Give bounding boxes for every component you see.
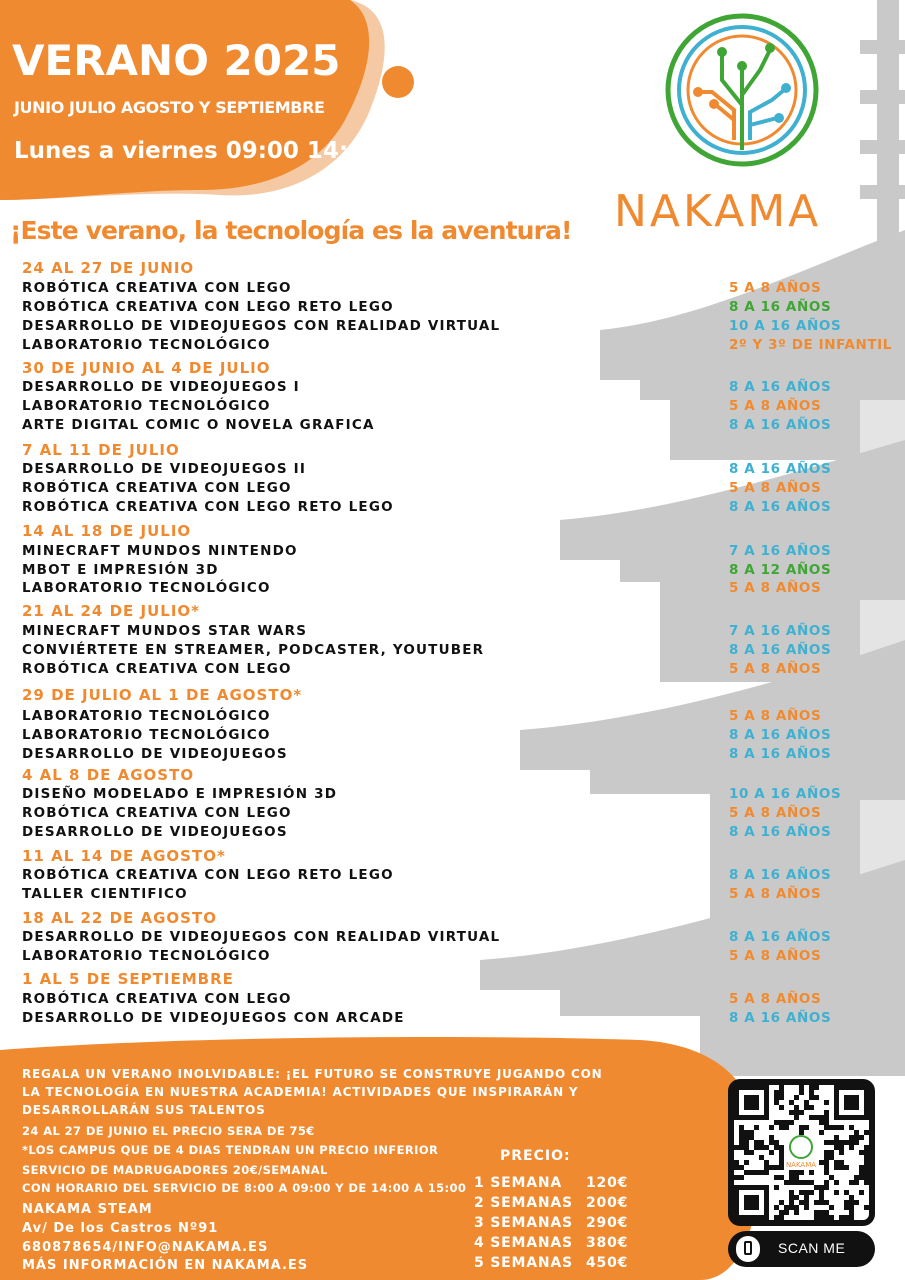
week-heading: 18 AL 22 DE AGOSTO [22, 909, 217, 927]
phone-icon [736, 1236, 760, 1262]
promo-line: REGALA UN VERANO INOLVIDABLE: ¡EL FUTURO SE CONSTRUYE JUGANDO CON [22, 1067, 603, 1081]
hours-subtitle: Lunes a viernes 09:00 14:00 [14, 138, 381, 164]
age-range: 8 A 16 AÑOS [729, 867, 832, 883]
course-name: DESARROLLO DE VIDEOJUEGOS I [22, 379, 300, 395]
page-title: VERANO 2025 [12, 36, 341, 85]
price-note: *LOS CAMPUS QUE DE 4 DIAS TENDRAN UN PRECIO INFERIOR [22, 1143, 439, 1157]
course-name: LABORATORIO TECNOLÓGICO [22, 580, 271, 596]
early-service-note: SERVICIO DE MADRUGADORES 20€/SEMANAL [22, 1163, 328, 1177]
course-name: DESARROLLO DE VIDEOJUEGOS CON ARCADE [22, 1010, 405, 1026]
age-range: 7 A 16 AÑOS [729, 623, 832, 639]
scan-me-button[interactable] [728, 1231, 875, 1267]
age-range: 5 A 8 AÑOS [729, 948, 822, 964]
months-subtitle: JUNIO JULIO AGOSTO Y SEPTIEMBRE [14, 98, 325, 117]
week-heading: 7 AL 11 DE JULIO [22, 441, 180, 459]
course-name: MINECRAFT MUNDOS NINTENDO [22, 543, 298, 559]
qr-pattern [734, 1085, 869, 1220]
price-row [474, 1255, 628, 1271]
course-name: ROBÓTICA CREATIVA CON LEGO [22, 280, 292, 296]
age-range: 10 A 16 AÑOS [729, 786, 842, 802]
price-weeks: 2 SEMANAS [474, 1195, 573, 1211]
contact-name: NAKAMA STEAM [22, 1202, 153, 1217]
contact-address: Av/ De los Castros Nº91 [22, 1221, 219, 1236]
nakama-logo-icon [652, 10, 832, 170]
scan-me-label: SCAN ME [778, 1240, 846, 1256]
qr-brand-label: NAKAMA [785, 1161, 817, 1169]
age-range: 8 A 16 AÑOS [729, 824, 832, 840]
age-range: 5 A 8 AÑOS [729, 886, 822, 902]
course-name: LABORATORIO TECNOLÓGICO [22, 337, 271, 353]
contact-phone-email: 680878654/INFO@NAKAMA.ES [22, 1240, 269, 1255]
age-range: 8 A 12 AÑOS [729, 562, 832, 578]
week-heading: 29 DE JULIO AL 1 DE AGOSTO* [22, 686, 303, 704]
course-name: LABORATORIO TECNOLÓGICO [22, 398, 271, 414]
course-name: ROBÓTICA CREATIVA CON LEGO [22, 805, 292, 821]
week-heading: 4 AL 8 DE AGOSTO [22, 766, 195, 784]
course-name: DESARROLLO DE VIDEOJUEGOS CON REALIDAD VIRTUAL [22, 929, 501, 945]
age-range: 5 A 8 AÑOS [729, 580, 822, 596]
course-name: DESARROLLO DE VIDEOJUEGOS CON REALIDAD VIRTUAL [22, 318, 501, 334]
price-weeks: 1 SEMANA [474, 1175, 562, 1191]
age-range: 5 A 8 AÑOS [729, 708, 822, 724]
age-range: 5 A 8 AÑOS [729, 661, 822, 677]
week-heading: 24 AL 27 DE JUNIO [22, 259, 195, 277]
age-range: 5 A 8 AÑOS [729, 398, 822, 414]
tagline: ¡Este verano, la tecnología es la aventura! [10, 216, 572, 245]
course-name: ROBÓTICA CREATIVA CON LEGO RETO LEGO [22, 299, 394, 315]
age-range: 7 A 16 AÑOS [729, 543, 832, 559]
price-weeks: 5 SEMANAS [474, 1255, 573, 1271]
week-heading: 1 AL 5 DE SEPTIEMBRE [22, 970, 234, 988]
course-name: ROBÓTICA CREATIVA CON LEGO RETO LEGO [22, 499, 394, 515]
course-name: CONVIÉRTETE EN STREAMER, PODCASTER, YOUTUBER [22, 642, 485, 658]
price-weeks: 4 SEMANAS [474, 1235, 573, 1251]
course-name: TALLER CIENTIFICO [22, 886, 188, 902]
price-row [474, 1175, 628, 1191]
course-name: LABORATORIO TECNOLÓGICO [22, 948, 271, 964]
age-range: 5 A 8 AÑOS [729, 480, 822, 496]
age-range: 8 A 16 AÑOS [729, 299, 832, 315]
price-note: 24 AL 27 DE JUNIO EL PRECIO SERA DE 75€ [22, 1124, 315, 1138]
price-value: 290€ [586, 1215, 629, 1231]
early-service-hours: CON HORARIO DEL SERVICIO DE 8:00 A 09:00 Y DE 14:00 A 15:00 [22, 1181, 467, 1195]
price-value: 120€ [586, 1175, 629, 1191]
age-range: 8 A 16 AÑOS [729, 379, 832, 395]
age-range: 2º Y 3º DE INFANTIL [729, 337, 892, 353]
price-row [474, 1195, 628, 1211]
week-heading: 11 AL 14 DE AGOSTO* [22, 847, 226, 865]
week-heading: 21 AL 24 DE JULIO* [22, 602, 200, 620]
course-name: ROBÓTICA CREATIVA CON LEGO RETO LEGO [22, 867, 394, 883]
price-label: PRECIO: [500, 1148, 571, 1164]
course-name: DESARROLLO DE VIDEOJUEGOS II [22, 461, 307, 477]
course-name: MBOT E IMPRESIÓN 3D [22, 562, 219, 578]
brand-name: NAKAMA [614, 186, 822, 237]
age-range: 8 A 16 AÑOS [729, 499, 832, 515]
course-name: DESARROLLO DE VIDEOJUEGOS [22, 746, 288, 762]
course-name: ROBÓTICA CREATIVA CON LEGO [22, 661, 292, 677]
course-name: ARTE DIGITAL COMIC O NOVELA GRAFICA [22, 417, 375, 433]
promo-line: DESARROLLARÁN SUS TALENTOS [22, 1103, 266, 1117]
course-name: DISEÑO MODELADO E IMPRESIÓN 3D [22, 786, 338, 802]
age-range: 10 A 16 AÑOS [729, 318, 842, 334]
price-value: 450€ [586, 1255, 629, 1271]
contact-website: MÁS INFORMACIÓN EN NAKAMA.ES [22, 1258, 309, 1273]
course-name: ROBÓTICA CREATIVA CON LEGO [22, 991, 292, 1007]
price-value: 200€ [586, 1195, 629, 1211]
price-weeks: 3 SEMANAS [474, 1215, 573, 1231]
price-row [474, 1235, 628, 1251]
age-range: 8 A 16 AÑOS [729, 746, 832, 762]
price-row [474, 1215, 628, 1231]
age-range: 8 A 16 AÑOS [729, 929, 832, 945]
age-range: 5 A 8 AÑOS [729, 991, 822, 1007]
age-range: 8 A 16 AÑOS [729, 727, 832, 743]
week-heading: 30 DE JUNIO AL 4 DE JULIO [22, 359, 271, 377]
age-range: 5 A 8 AÑOS [729, 805, 822, 821]
week-heading: 14 AL 18 DE JULIO [22, 522, 192, 540]
age-range: 8 A 16 AÑOS [729, 461, 832, 477]
age-range: 8 A 16 AÑOS [729, 642, 832, 658]
course-name: DESARROLLO DE VIDEOJUEGOS [22, 824, 288, 840]
course-name: MINECRAFT MUNDOS STAR WARS [22, 623, 308, 639]
age-range: 8 A 16 AÑOS [729, 1010, 832, 1026]
course-name: ROBÓTICA CREATIVA CON LEGO [22, 480, 292, 496]
course-name: LABORATORIO TECNOLÓGICO [22, 727, 271, 743]
age-range: 5 A 8 AÑOS [729, 280, 822, 296]
course-name: LABORATORIO TECNOLÓGICO [22, 708, 271, 724]
age-range: 8 A 16 AÑOS [729, 417, 832, 433]
promo-line: LA TECNOLOGÍA EN NUESTRA ACADEMIA! ACTIVIDADES QUE INSPIRARÁN Y [22, 1085, 579, 1099]
price-value: 380€ [586, 1235, 629, 1251]
qr-code[interactable] [728, 1079, 875, 1226]
